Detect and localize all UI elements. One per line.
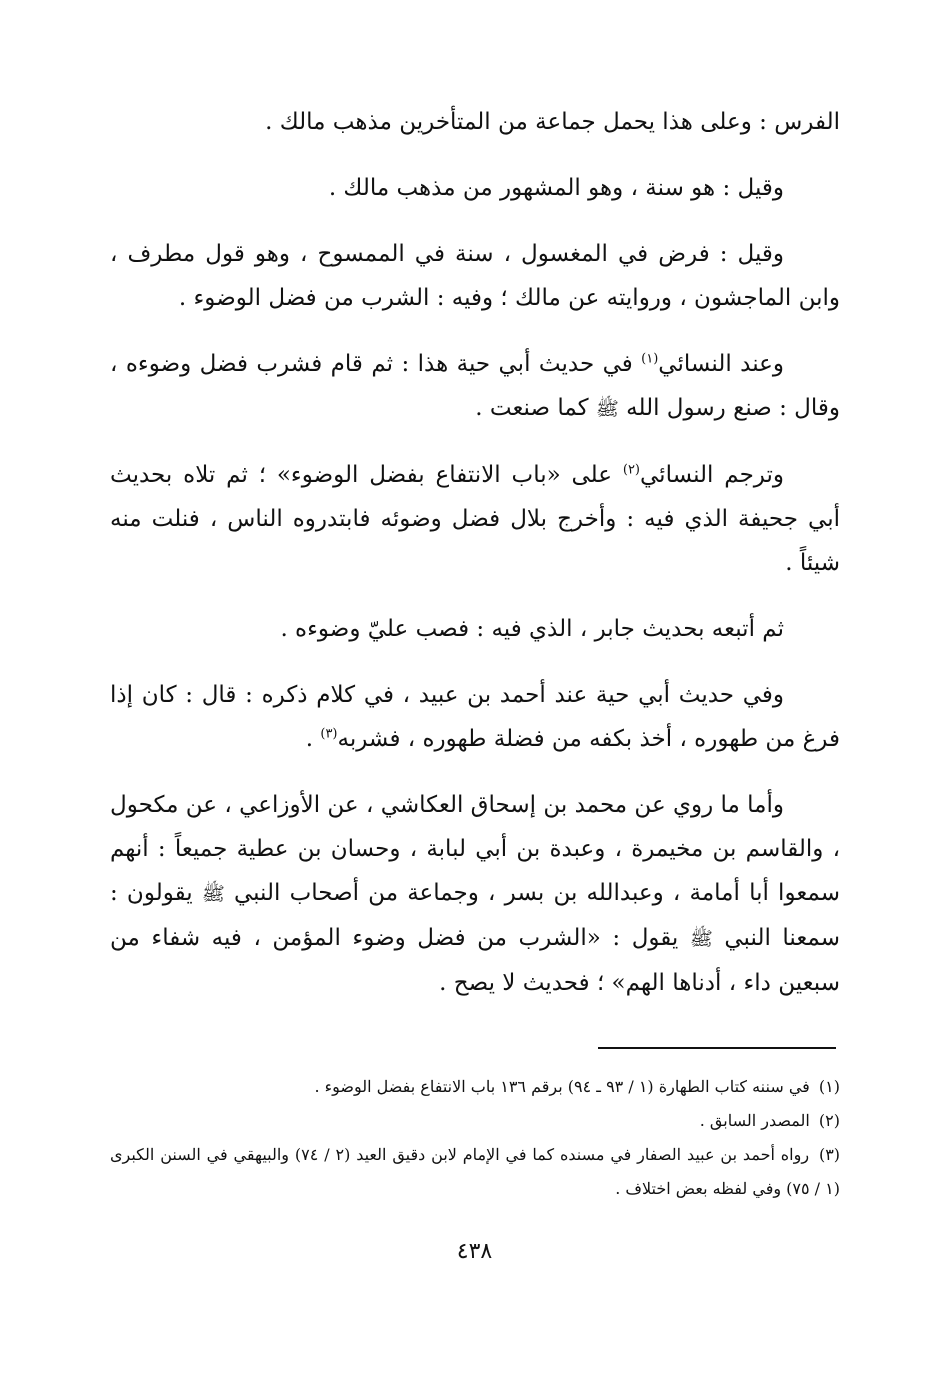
main-text bbox=[110, 100, 840, 1027]
paragraph-text: الفرس : وعلى هذا يحمل جماعة من المتأخرين مذهب مالك . bbox=[265, 109, 840, 135]
footnote-divider bbox=[598, 1047, 836, 1049]
paragraph-text: وفي حديث أبي حية عند أحمد بن عبيد ، في كلام ذكره : قال : كان إذا فرغ من طهوره ، أخذ بكفه من فضلة طهوره ، فشربه bbox=[110, 682, 840, 752]
paragraph-text: وقيل : فرض في المغسول ، سنة في الممسوح ، وهو قول مطرف ، وابن الماجشون ، وروايته عن مالك ؛ وفيه : الشرب من فضل الوضوء . bbox=[110, 241, 840, 311]
paragraph-2 bbox=[110, 166, 840, 210]
footnotes-section bbox=[110, 1070, 840, 1206]
paragraph-3 bbox=[110, 232, 840, 320]
paragraph-1 bbox=[110, 100, 840, 144]
footnote-reference-3[interactable]: (٣) bbox=[320, 726, 338, 742]
paragraph-text: وقيل : هو سنة ، وهو المشهور من مذهب مالك . bbox=[328, 175, 784, 201]
paragraph-7 bbox=[110, 673, 840, 761]
paragraph-text: كما صنعت . bbox=[475, 395, 596, 421]
paragraph-text: وترجم النسائي bbox=[640, 462, 784, 488]
footnote-text: المصدر السابق . bbox=[699, 1111, 810, 1130]
paragraph-text: وعند النسائي bbox=[658, 351, 784, 377]
paragraph-text: ثم أتبعه بحديث جابر ، الذي فيه : فصب عليّ وضوءه . bbox=[280, 616, 784, 642]
paragraph-text: في حديث أبي حية هذا : ثم قام فشرب فضل وضوءه ، وقال : صنع رسول الله bbox=[110, 351, 840, 421]
paragraph-text: يقول : «الشرب من فضل وضوء المؤمن ، فيه شفاء من سبعين داء ، أدناها الهم» ؛ فحديث لا يصح . bbox=[110, 925, 840, 996]
page-number: ٤٣٨ bbox=[456, 1239, 493, 1264]
footnote-1 bbox=[110, 1070, 840, 1104]
paragraph-text: على «باب الانتفاع بفضل الوضوء» ؛ ثم تلاه بحديث أبي جحيفة الذي فيه : وأخرج بلال فضل وضوئه فابتدروه الناس ، فنلت منه شيئاً . bbox=[110, 462, 840, 576]
footnote-3 bbox=[110, 1138, 840, 1206]
paragraph-6 bbox=[110, 607, 840, 651]
footnote-2 bbox=[110, 1104, 840, 1138]
footnote-reference-2[interactable]: (٢) bbox=[622, 462, 640, 478]
footnote-reference-1[interactable]: (١) bbox=[641, 351, 659, 367]
salawat-symbol: ﷺ bbox=[595, 398, 619, 420]
paragraph-8 bbox=[110, 783, 840, 1005]
paragraph-4 bbox=[110, 342, 840, 431]
paragraph-5 bbox=[110, 453, 840, 585]
paragraph-text: . bbox=[305, 726, 321, 752]
footnote-number: (٣) bbox=[818, 1145, 841, 1164]
salawat-symbol: ﷺ bbox=[689, 928, 713, 950]
salawat-symbol: ﷺ bbox=[201, 883, 225, 905]
footnote-number: (١) bbox=[818, 1077, 840, 1096]
paragraph-text: وأما ما روي عن محمد بن إسحاق العكاشي ، عن الأوزاعي ، عن مكحول ، والقاسم بن مخيمرة ، وعبدة بن أبي لبابة ، وحسان بن عطية جميعاً : أنهم سمعوا أبا أمامة ، وعبدالله بن بسر ، وجماعة من أصحاب النبي bbox=[110, 792, 840, 906]
footnote-number: (٢) bbox=[818, 1111, 840, 1130]
footnote-text: رواه أحمد بن عبيد الصفار في مسنده كما في الإمام لابن دقيق العيد (٢ / ٧٤) والبيهقي في السنن الكبرى (١ / ٧٥) وفي لفظه بعض اختلاف . bbox=[110, 1145, 840, 1198]
paragraph-text: يقولون : سمعنا النبي bbox=[110, 880, 840, 951]
footnote-text: في سننه كتاب الطهارة (١ / ٩٣ ـ ٩٤) برقم ١٣٦ باب الانتفاع بفضل الوضوء . bbox=[314, 1077, 810, 1096]
